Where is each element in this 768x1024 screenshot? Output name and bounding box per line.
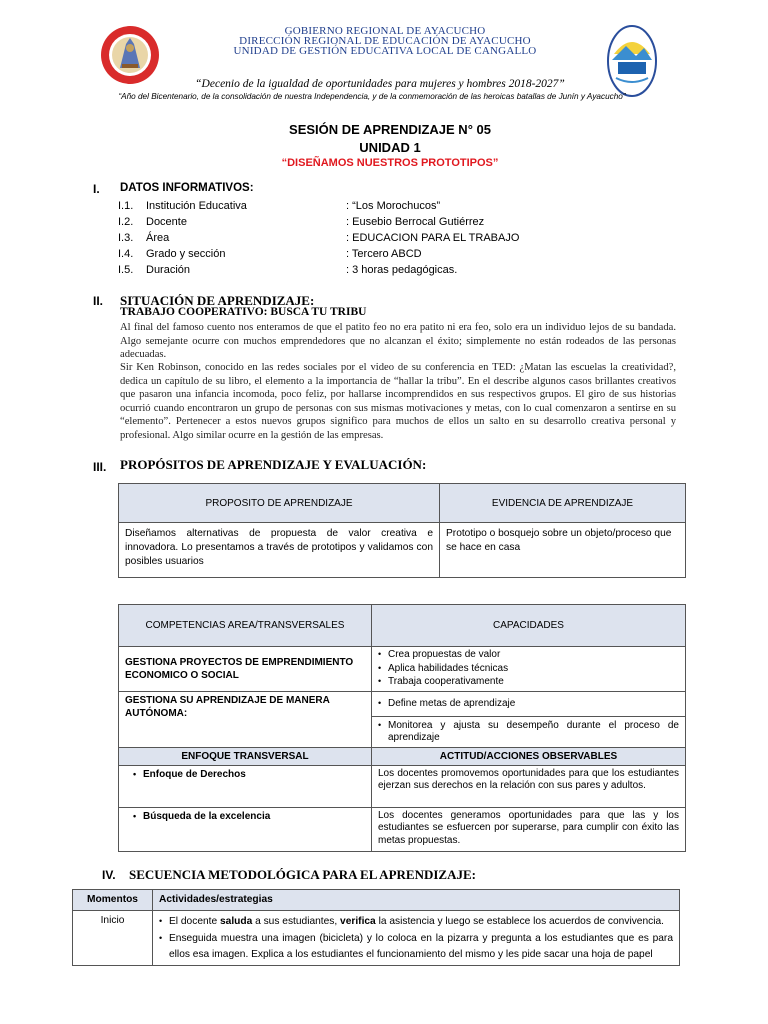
section-3-title: PROPÓSITOS DE APRENDIZAJE Y EVALUACIÓN: (120, 457, 427, 472)
activity-bold: saluda (219, 916, 253, 927)
situation-paragraph-1: Al final del famoso cuento nos enteramos de que el patito feo no era patito ni era feo, solo era un individuo lejos de su bandada. Algo semejante ocurre con muchos emprendedores que no alcanzan el éxito; simplemente no están rodeados de las personas adecuadas. (120, 322, 676, 361)
evidence-header: EVIDENCIA DE APRENDIZAJE (440, 484, 686, 523)
section-1-title: DATOS INFORMATIVOS: (120, 182, 254, 194)
activity-text: a sus estudiantes, (252, 916, 341, 927)
section-2-number: II. (93, 294, 104, 308)
header-line-2: DIRECCIÓN REGIONAL DE EDUCACIÓN DE AYACUCHO (239, 35, 531, 47)
institution-header (150, 26, 620, 56)
data-num: I.5. (118, 264, 134, 276)
header-line-1: GOBIERNO REGIONAL DE AYACUCHO (284, 25, 486, 37)
activity-item (159, 913, 673, 930)
data-num: I.1. (118, 200, 134, 212)
capacities-list-1 (372, 647, 686, 692)
attitude-2: Los docentes generamos oportunidades para que las y los estudiantes se esfuercen por superarse, para cumplir con éxito las metas propuestas. (372, 807, 686, 851)
data-row (118, 230, 638, 246)
data-label: Área (146, 232, 170, 244)
purpose-header: PROPOSITO DE APRENDIZAJE (119, 484, 440, 523)
data-label: Institución Educativa (146, 200, 247, 212)
data-label: Duración (146, 264, 191, 276)
capacity-item: • Monitorea y ajusta su desempeño durante el proceso de aprendizaje (378, 719, 679, 745)
data-num: I.3. (118, 232, 134, 244)
session-title: SESIÓN DE APRENDIZAJE N° 05 (289, 122, 491, 137)
attitudes-header: ACTITUD/ACCIONES OBSERVABLES (372, 747, 686, 765)
section-1-number: I. (93, 182, 100, 196)
activity-bold: verifica (340, 916, 376, 927)
data-value: : 3 horas pedagógicas. (346, 264, 458, 276)
approach-2 (119, 807, 372, 851)
session-name: “DISEÑAMOS NUESTROS PROTOTIPOS” (281, 157, 499, 169)
capacity-2a (372, 691, 686, 716)
approach-header: ENFOQUE TRANSVERSAL (119, 747, 372, 765)
section-3-number: III. (93, 460, 107, 474)
capacity-item: • Crea propuestas de valor (378, 648, 679, 662)
data-num: I.4. (118, 248, 134, 260)
activities-header: Actividades/estrategias (153, 890, 680, 911)
methodology-table (72, 889, 680, 966)
competency-2: GESTIONA SU APRENDIZAJE DE MANERA AUTÓNOMA: (119, 691, 372, 747)
data-value: : “Los Morochucos” (346, 200, 441, 212)
unit-title: UNIDAD 1 (359, 140, 421, 155)
section-2-subtitle: TRABAJO COOPERATIVO: BUSCA TU TRIBU (120, 306, 367, 318)
situation-paragraph-2: Sir Ken Robinson, conocido en las redes sociales por el video de su conferencia en TED: ¿Matan las escuelas la creatividad?, dedica un capítulo de su libro, el elemento a la importancia de “hallar la tribu”. En el describe algunos casos brillantes creativos que pasaron una infancia incomoda, poco feliz, por hallarse incomprendidos en sus respectivos grupos. El giro de sus historias ocurrió cuando encontraron un grupo de personas con sus mismas motivaciones y metas, con lo cual comenzaron a sentirse en su “elemento”. Pertenecer a estos nuevos grupos significo para muchos de ellos un salto en su desarrollo creativa personal y profesional. Algo similar ocurre en la gestión de las empresas. (120, 362, 676, 441)
section-2-title: SITUACIÓN DE APRENDIZAJE: (120, 293, 315, 308)
activity-item: • Enseguida muestra una imagen (bicicleta) y lo coloca en la pizarra y pregunta a los estudiantes que es para ellos esa imagen. Explica a los estudiantes el funcionamiento del mismo y les pide sacar una hoja de papel (159, 930, 673, 963)
attitude-1: Los docentes promovemos oportunidades para que los estudiantes ejerzan sus derechos en la relación con sus pares y adultos. (372, 765, 686, 807)
data-num: I.2. (118, 216, 134, 228)
purpose-cell: Diseñamos alternativas de propuesta de valor creativa e innovadora. Lo presentamos a través de prototipos y validamos con posibles usuarios (119, 523, 440, 578)
informative-data-list (118, 198, 638, 278)
approach-1 (119, 765, 372, 807)
data-label: Docente (146, 216, 187, 228)
year-name: “Año del Bicentenario, de la consolidación de nuestra Independencia, y de la conmemoración de las heroicas batallas de Junín y Ayacucho” (118, 92, 626, 101)
capacity-item: • Aplica habilidades técnicas (378, 662, 679, 676)
data-value: : EDUCACION PARA EL TRABAJO (346, 232, 520, 244)
activity-text: El docente (169, 916, 220, 927)
capacity-item: • Define metas de aprendizaje (378, 697, 679, 710)
capacity-item: • Trabaja cooperativamente (378, 675, 679, 689)
capacity-2b (372, 716, 686, 747)
decenio-slogan: “Decenio de la igualdad de oportunidades para mujeres y hombres 2018-2027” (195, 78, 565, 90)
competencies-table (118, 604, 686, 852)
header-line-3: UNIDAD DE GESTIÓN EDUCATIVA LOCAL DE CANGALLO (233, 45, 537, 57)
data-value: : Tercero ABCD (346, 248, 422, 260)
moment-inicio: Inicio (73, 911, 153, 966)
data-label: Grado y sección (146, 248, 226, 260)
data-value: : Eusebio Berrocal Gutiérrez (346, 216, 485, 228)
data-row (118, 198, 638, 214)
data-row (118, 214, 638, 230)
data-row (118, 246, 638, 262)
activity-text: la asistencia y luego se establece los acuerdos de convivencia. (375, 916, 664, 927)
purpose-table (118, 483, 686, 578)
competencies-header: COMPETENCIAS AREA/TRANSVERSALES (119, 605, 372, 647)
evidence-cell: Prototipo o bosquejo sobre un objeto/proceso que se hace en casa (440, 523, 686, 578)
data-row (118, 262, 638, 278)
activities-inicio (153, 911, 680, 966)
approach-item: • Enfoque de Derechos (125, 768, 365, 781)
approach-item: • Búsqueda de la excelencia (125, 810, 365, 823)
moments-header: Momentos (73, 890, 153, 911)
capacities-header: CAPACIDADES (372, 605, 686, 647)
competency-1: GESTIONA PROYECTOS DE EMPRENDIMIENTO ECONOMICO O SOCIAL (119, 647, 372, 692)
section-4-title: SECUENCIA METODOLÓGICA PARA EL APRENDIZAJE: (129, 867, 476, 882)
section-4-number: IV. (102, 868, 116, 882)
